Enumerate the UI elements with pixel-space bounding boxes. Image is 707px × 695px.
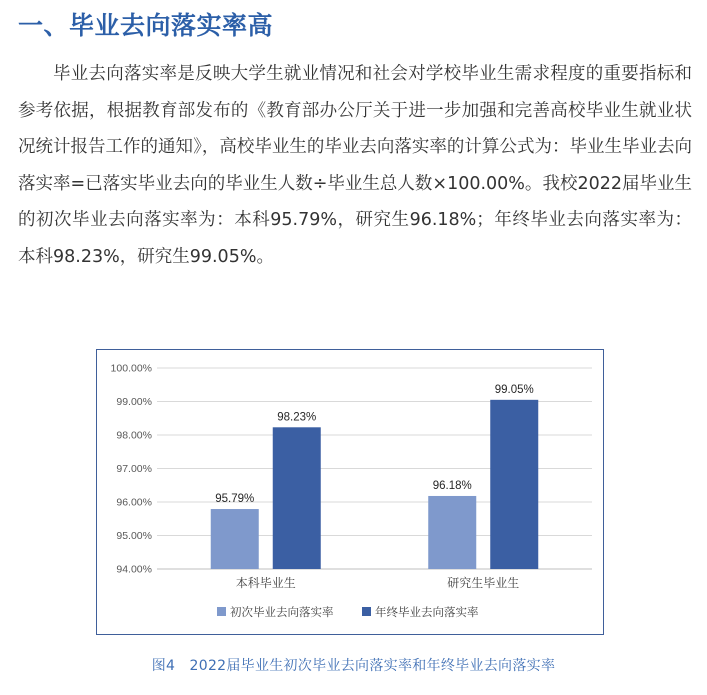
bar <box>273 427 321 569</box>
data-label: 95.79% <box>215 493 255 506</box>
figure-caption: 图4 2022届毕业生初次毕业去向落实率和年终毕业去向落实率 <box>151 658 556 674</box>
y-tick-label: 97.00% <box>116 463 152 475</box>
chart-frame <box>96 349 604 635</box>
y-tick-label: 98.00% <box>116 429 152 442</box>
legend-swatch <box>362 607 371 616</box>
legend-label: 年终毕业去向落实率 <box>375 607 479 619</box>
y-tick-label: 100.00% <box>110 362 152 375</box>
x-category-label: 本科毕业生 <box>235 576 296 590</box>
y-tick-label: 96.00% <box>116 496 152 509</box>
bar-chart <box>97 350 603 634</box>
x-category-label: 研究生毕业生 <box>447 576 520 590</box>
y-tick-label: 99.00% <box>116 396 152 408</box>
legend-label: 初次毕业去向落实率 <box>230 607 334 619</box>
legend-swatch <box>217 607 226 616</box>
y-tick-label: 94.00% <box>116 563 152 576</box>
bar <box>490 400 538 569</box>
data-label: 98.23% <box>277 411 317 424</box>
body-paragraph: 毕业去向落实率是反映大学生就业情况和社会对学校毕业生需求程度的重要指标和参考依据，根据教育部发布的《教育部办公厅关于进一步加强和完善高校毕业生就业状况统计报告工作的通知》，高校毕业生的毕业去向落实率的计算公式为：毕业生毕业去向落实率=已落实毕业去向的毕业生人数÷毕业生总人数×100.00%。我校2022届毕业生的初次毕业去向落实率为：本科95.79%，研究生96.18%；年终毕业去向落实率为：本科98.23%，研究生99.05%。 <box>18 64 692 267</box>
bar <box>211 509 259 569</box>
bar <box>428 496 476 569</box>
section-title: 一、毕业去向落实率高 <box>18 11 274 40</box>
data-label: 99.05% <box>494 383 534 396</box>
data-label: 96.18% <box>432 479 472 492</box>
y-tick-label: 95.00% <box>116 530 152 542</box>
